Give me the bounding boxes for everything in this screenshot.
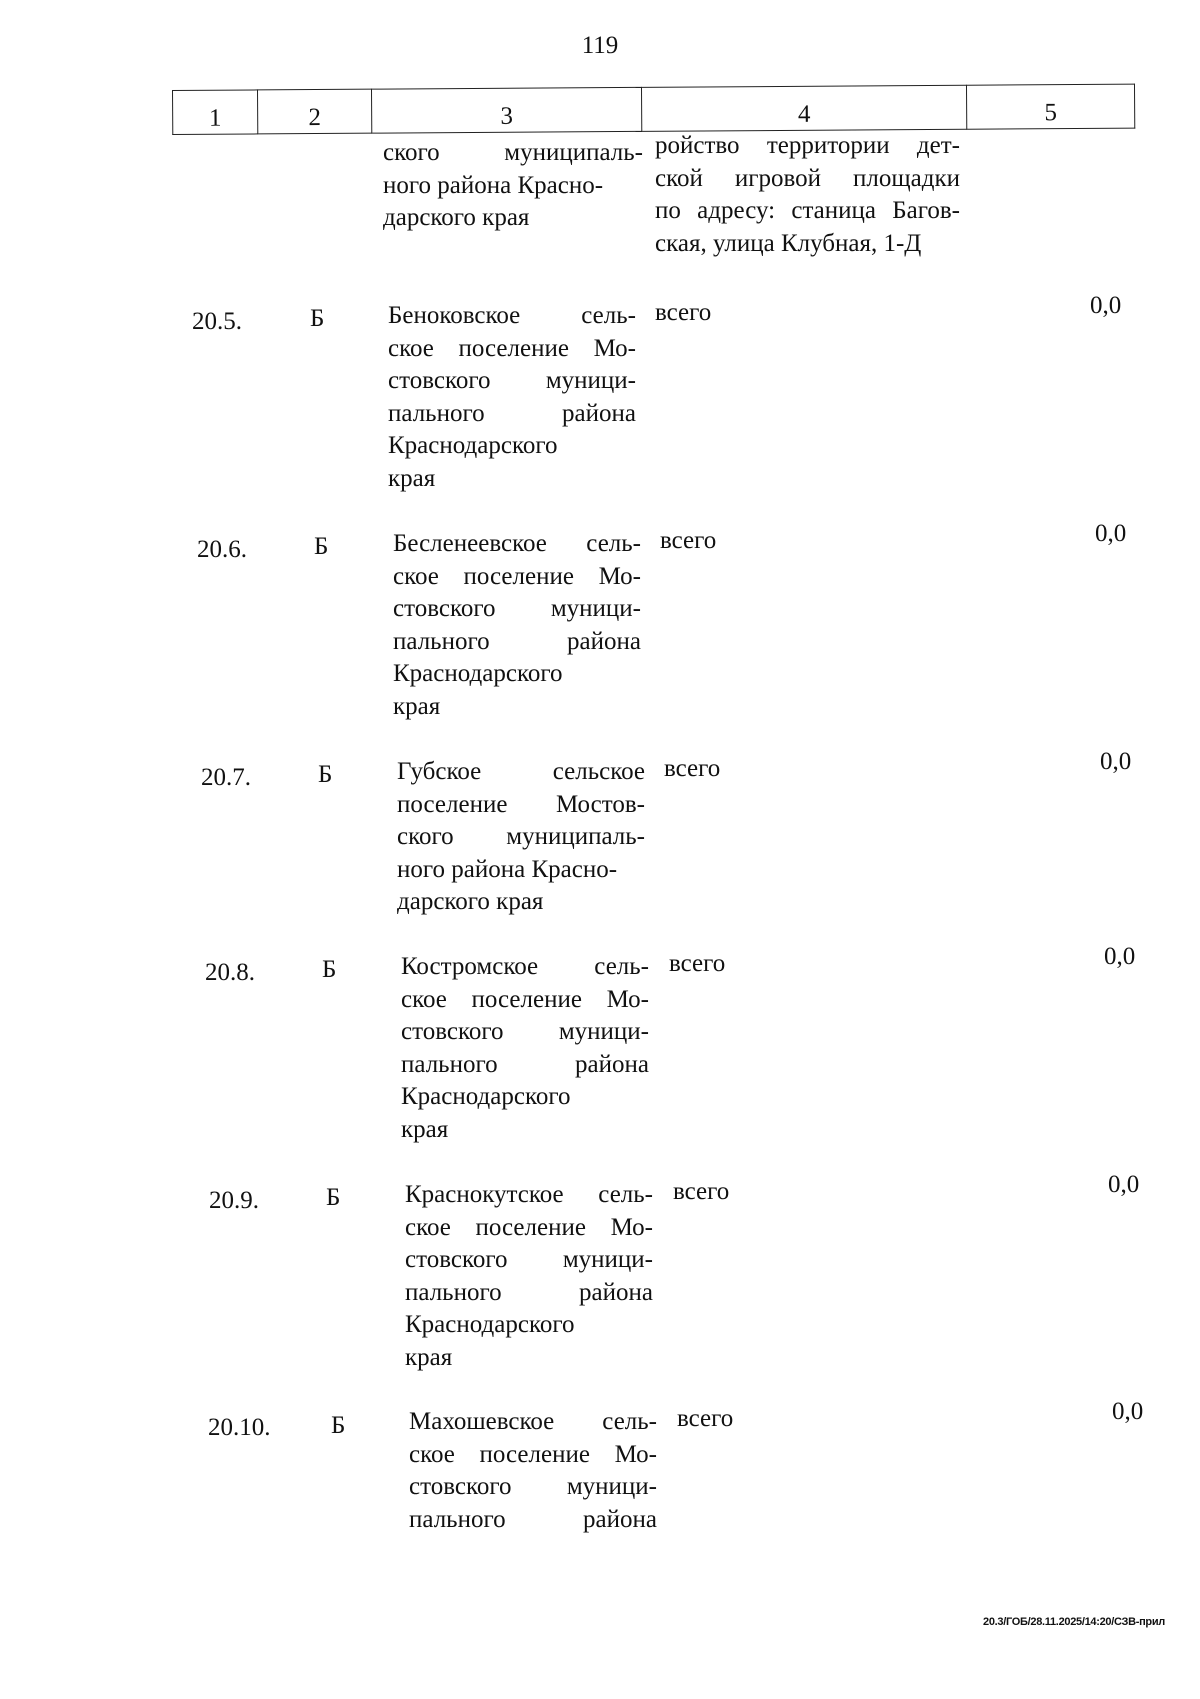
text-line: стовского муници- <box>405 1246 653 1273</box>
row-category: Б <box>322 956 337 983</box>
header-col-3: 3 <box>371 87 641 133</box>
text-line: ское поселение Мо- <box>401 985 649 1013</box>
continuation-description-cell <box>655 130 960 260</box>
text-line: Краснодарского <box>405 1311 575 1338</box>
text-line: ного района Красно- <box>397 855 618 883</box>
text-line: стовского муници- <box>401 1018 649 1045</box>
text-line: Краснодарского <box>388 432 558 459</box>
row-name-cell <box>409 1406 657 1536</box>
row-value: 0,0 <box>1090 292 1122 319</box>
row-number: 20.5. <box>192 308 242 335</box>
row-number: 20.10. <box>208 1414 271 1441</box>
text-line: Костромское сель- <box>401 953 649 980</box>
row-description: всего <box>664 755 721 782</box>
row-value: 0,0 <box>1108 1171 1140 1198</box>
text-line: Беноковское сель- <box>388 302 636 329</box>
row-description: всего <box>669 950 726 977</box>
continuation-name-cell <box>383 137 643 235</box>
text-line: Махошевское сель- <box>409 1408 657 1435</box>
row-number: 20.7. <box>201 764 251 791</box>
text-line: ройство территории дет- <box>655 132 960 159</box>
text-line: Краснокутское сель- <box>405 1181 653 1208</box>
row-number: 20.6. <box>197 536 247 563</box>
header-col-4: 4 <box>641 85 966 131</box>
text-line: пального района <box>401 1050 649 1078</box>
text-line: стовского муници- <box>409 1473 657 1500</box>
row-value: 0,0 <box>1095 520 1127 547</box>
text-line: ское поселение Мо- <box>409 1440 657 1468</box>
text-line: ское поселение Мо- <box>388 334 636 362</box>
row-name-cell <box>401 951 649 1146</box>
text-line: ского муниципаль- <box>397 823 645 850</box>
row-name-cell <box>388 300 636 495</box>
text-line: дарского края <box>397 888 544 915</box>
text-line: пального района <box>388 399 636 427</box>
text-line: дарского края <box>383 204 530 231</box>
text-line: Краснодарского <box>401 1083 571 1110</box>
header-col-1: 1 <box>173 90 258 135</box>
text-line: Губское сельское <box>397 758 645 785</box>
row-name-cell <box>397 756 645 919</box>
text-line: Бесленеевское сель- <box>393 530 641 557</box>
text-line: ское поселение Мо- <box>393 562 641 590</box>
row-category: Б <box>326 1184 341 1211</box>
text-line: ское поселение Мо- <box>405 1213 653 1241</box>
text-line: стовского муници- <box>393 595 641 622</box>
document-registration-code: 20.3/ГОБ/28.11.2025/14:20/СЗВ-прил <box>983 1616 1165 1628</box>
row-name-cell <box>393 528 641 723</box>
text-line: ская, улица Клубная, 1-Д <box>655 229 922 257</box>
row-number: 20.9. <box>209 1187 259 1214</box>
row-category: Б <box>314 533 329 560</box>
text-line: края <box>393 692 441 720</box>
row-value: 0,0 <box>1104 943 1136 970</box>
row-category: Б <box>318 761 333 788</box>
row-description: всего <box>660 527 717 554</box>
row-category: Б <box>310 305 325 332</box>
text-line: пального района <box>405 1278 653 1306</box>
row-description: всего <box>677 1405 734 1432</box>
text-line: края <box>401 1115 449 1143</box>
row-value: 0,0 <box>1100 748 1132 775</box>
text-line: поселение Мостов- <box>397 790 645 818</box>
row-number: 20.8. <box>205 959 255 986</box>
text-line: Краснодарского <box>393 660 563 687</box>
row-description: всего <box>673 1178 730 1205</box>
page-number: 119 <box>581 32 619 59</box>
table-header <box>172 84 1135 135</box>
text-line: по адресу: станица Багов- <box>655 197 960 224</box>
text-line: пального района <box>393 627 641 655</box>
row-description: всего <box>655 299 712 326</box>
text-line: стовского муници- <box>388 367 636 394</box>
row-value: 0,0 <box>1112 1398 1144 1425</box>
text-line: ской игровой площадки <box>655 164 960 192</box>
text-line: ного района Красно- <box>383 171 604 199</box>
header-col-2: 2 <box>258 89 372 134</box>
row-name-cell <box>405 1179 653 1374</box>
text-line: края <box>405 1343 453 1371</box>
text-line: ского муниципаль- <box>383 139 643 166</box>
text-line: края <box>388 464 436 492</box>
header-col-5: 5 <box>966 84 1134 129</box>
row-category: Б <box>331 1412 346 1439</box>
text-line: пального района <box>409 1505 657 1533</box>
